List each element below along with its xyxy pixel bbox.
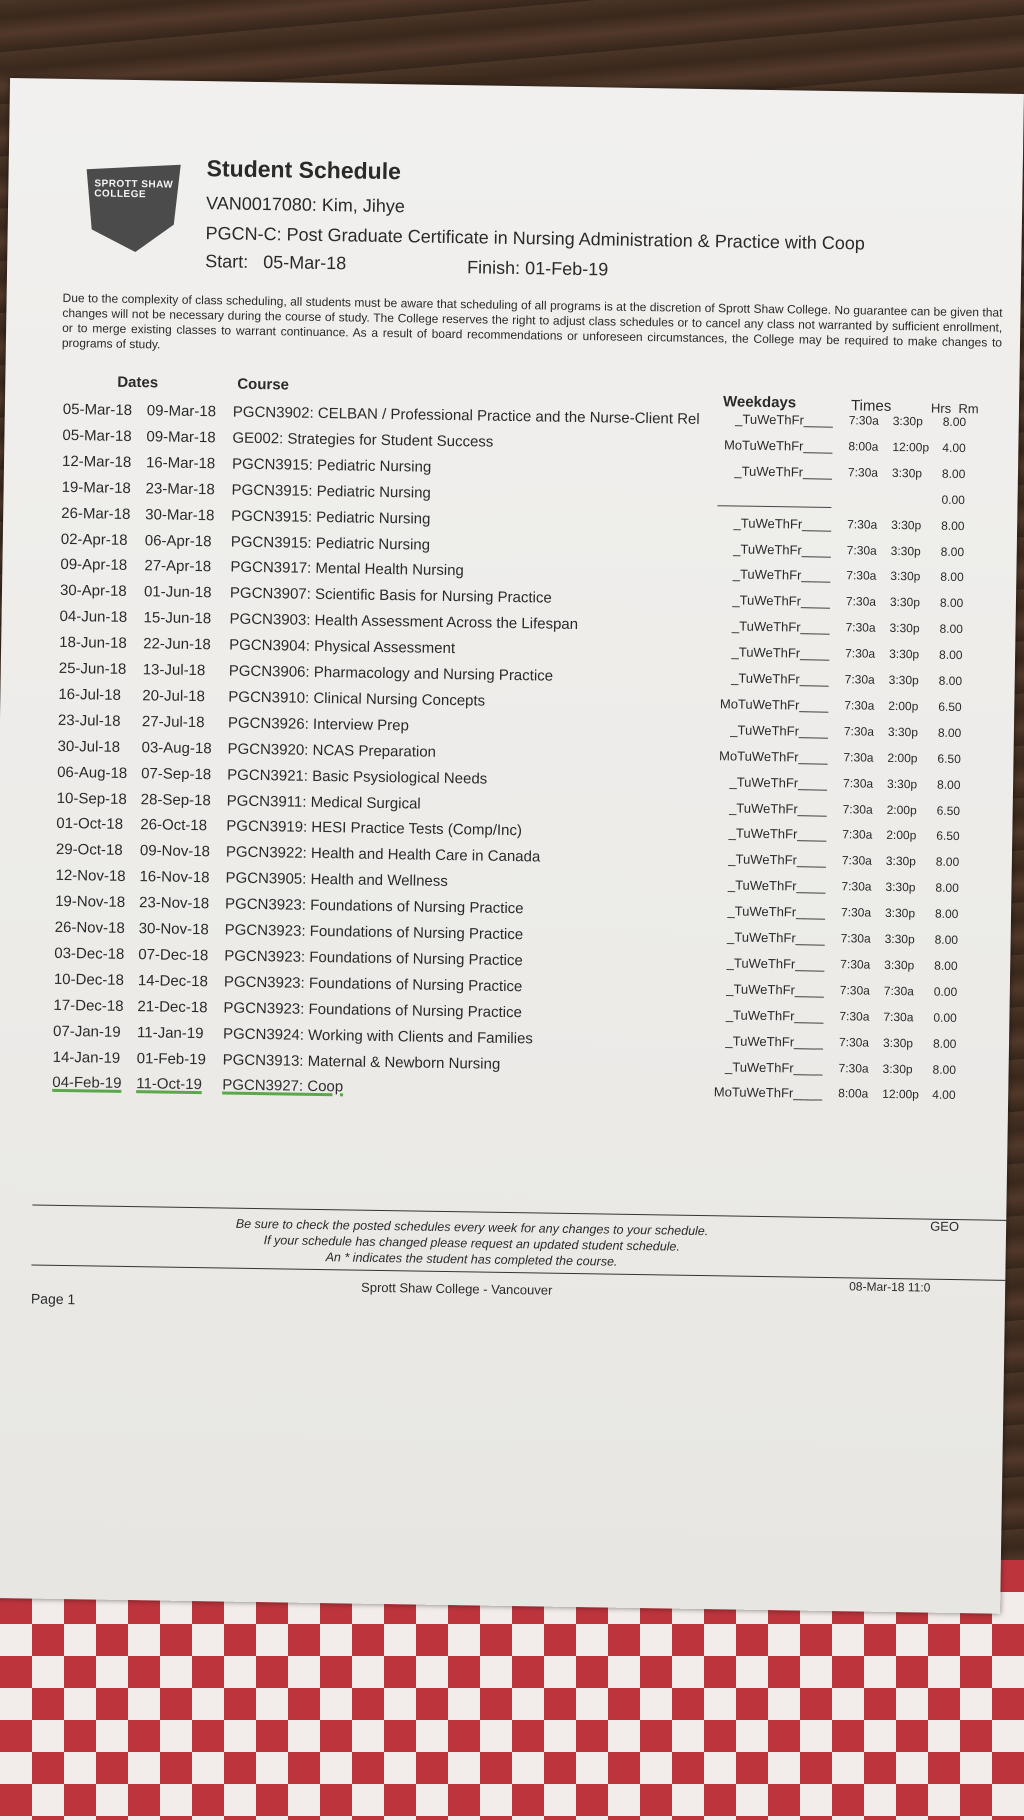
row-hours: 8.00: [934, 906, 959, 922]
row-hours: 8.00: [940, 544, 965, 559]
row-start-date: 09-Apr-18: [60, 556, 128, 575]
row-time-end: 3:30p: [884, 957, 915, 973]
row-end-date: 26-Oct-18: [140, 816, 208, 835]
row-course: PGCN3905: Health and Wellness: [225, 869, 448, 891]
row-time-end: 3:30p: [889, 621, 920, 636]
row-end-date: 16-Nov-18: [139, 868, 210, 887]
row-course: PGCN3904: Physical Assessment: [229, 636, 456, 658]
row-time-start: 7:30a: [839, 982, 870, 998]
row-weekdays: _TuWeThFr____: [734, 463, 833, 480]
row-hours: 8.00: [938, 673, 963, 689]
row-time-end: 3:30p: [891, 517, 922, 532]
row-time-end: 3:30p: [884, 931, 915, 947]
row-weekdays: _TuWeThFr____: [724, 1058, 823, 1076]
row-end-date: 07-Dec-18: [138, 946, 209, 965]
row-time-start: 7:30a: [838, 1060, 869, 1076]
row-time-end: 3:30p: [886, 776, 918, 791]
row-weekdays: _TuWeThFr____: [731, 618, 830, 636]
row-hours: 6.50: [938, 699, 962, 714]
row-course: PGCN3911: Medical Surgical: [226, 792, 421, 813]
row-start-date: 25-Jun-18: [58, 659, 127, 678]
row-end-date: 23-Mar-18: [145, 479, 215, 498]
logo-text: SPROTT SHAW COLLEGE: [94, 178, 174, 201]
row-hours: 8.00: [937, 725, 962, 740]
row-end-date: 23-Nov-18: [138, 894, 210, 913]
row-time-end: 3:30p: [882, 1035, 914, 1050]
row-start-date: 19-Nov-18: [55, 892, 126, 912]
row-weekdays: MoTuWeThFr____: [713, 1084, 823, 1102]
row-time-start: 7:30a: [840, 931, 871, 946]
row-hours: 0.00: [933, 984, 958, 999]
row-time-start: 7:30a: [842, 827, 873, 843]
row-time-end: 3:30p: [885, 854, 917, 869]
row-start-date: 17-Dec-18: [53, 996, 124, 1015]
row-time-end: 3:30p: [892, 413, 923, 429]
row-hours: 6.50: [936, 829, 960, 844]
row-course: PGCN3902: CELBAN / Professional Practice and the Nurse-Client Rel: [232, 403, 700, 428]
row-course: PGCN3915: Pediatric Nursing: [231, 507, 431, 528]
row-hours: 8.00: [939, 647, 963, 663]
row-time-start: 7:30a: [846, 542, 877, 558]
row-hours: 8.00: [939, 596, 964, 611]
row-start-date: 05-Mar-18: [62, 400, 133, 419]
row-hours: 8.00: [932, 1036, 957, 1051]
row-time-start: 7:30a: [842, 775, 874, 791]
row-time-start: 7:30a: [843, 724, 875, 739]
row-hours: 8.00: [935, 880, 959, 896]
program-name: PGCN-C: Post Graduate Certificate in Nursing Administration & Practice with Coop: [205, 223, 865, 254]
row-end-date: 27-Jul-18: [141, 712, 205, 731]
column-header-hrs-rm: Hrs Rm: [930, 400, 979, 417]
row-start-date: 02-Apr-18: [60, 530, 128, 549]
row-weekdays: _TuWeThFr____: [726, 955, 825, 972]
row-weekdays: _TuWeThFr____: [729, 799, 827, 817]
row-end-date: 22-Jun-18: [143, 635, 211, 654]
footer-note-line-3: An * indicates the student has completed the course.: [325, 1250, 618, 1269]
row-weekdays: _TuWeThFr____: [725, 1032, 824, 1050]
row-time-end: 3:30p: [891, 465, 923, 481]
row-time-end: 3:30p: [884, 905, 916, 921]
row-start-date: 10-Sep-18: [56, 789, 127, 808]
row-hours: 8.00: [941, 518, 965, 533]
row-course: PGCN3926: Interview Prep: [227, 714, 409, 735]
row-time-start: 7:30a: [848, 413, 879, 428]
row-weekdays: _TuWeThFr____: [727, 877, 826, 895]
footer-note-line-1: Be sure to check the posted schedules every week for any changes to your schedule.: [235, 1216, 709, 1239]
row-time-end: 3:30p: [888, 672, 919, 688]
column-header-weekdays: Weekdays: [722, 393, 797, 412]
row-start-date: 29-Oct-18: [55, 841, 123, 860]
row-end-date: 06-Apr-18: [144, 531, 212, 550]
row-time-end: 3:30p: [889, 647, 920, 662]
row-hours: 8.00: [940, 570, 964, 585]
row-start-date: 16-Jul-18: [58, 685, 122, 704]
row-weekdays: _TuWeThFr____: [732, 592, 831, 610]
row-time-end: 2:00p: [886, 802, 917, 817]
row-course: PGCN3913: Maternal & Newborn Nursing: [222, 1050, 501, 1073]
row-time-start: 8:00a: [838, 1086, 869, 1102]
row-hours: 6.50: [937, 751, 961, 766]
row-end-date: 11-Oct-19: [136, 1075, 202, 1094]
row-time-start: 7:30a: [847, 516, 878, 532]
row-course: GE002: Strategies for Student Success: [232, 429, 494, 451]
row-course: PGCN3919: HESI Practice Tests (Comp/Inc): [226, 817, 523, 840]
row-course: PGCN3917: Mental Health Nursing: [230, 558, 464, 580]
footer-college-name: Sprott Shaw College - Vancouver: [360, 1279, 553, 1298]
row-weekdays: _TuWeThFr____: [727, 903, 826, 921]
row-time-end: 3:30p: [887, 724, 919, 740]
row-start-date: 12-Nov-18: [55, 867, 126, 886]
row-end-date: 01-Feb-19: [136, 1049, 207, 1068]
row-time-end: 2:00p: [886, 828, 917, 843]
column-header-times: Times: [850, 397, 892, 415]
row-course: PGCN3915: Pediatric Nursing: [231, 481, 431, 502]
row-time-start: 7:30a: [840, 957, 871, 972]
row-end-date: 14-Dec-18: [137, 971, 209, 991]
row-course: PGCN3910: Clinical Nursing Concepts: [228, 688, 486, 710]
row-course: PGCN3906: Pharmacology and Nursing Practice: [228, 662, 554, 685]
row-end-date: 20-Jul-18: [142, 687, 206, 706]
row-hours: 8.00: [934, 958, 958, 973]
row-start-date: 04-Feb-19: [52, 1074, 122, 1093]
row-time-end: 3:30p: [890, 543, 921, 558]
document-title: Student Schedule: [206, 155, 402, 185]
schedule-document: [0, 78, 1024, 1614]
row-time-start: 7:30a: [842, 801, 873, 817]
row-weekdays: _TuWeThFr____: [735, 411, 833, 429]
row-weekdays: MoTuWeThFr____: [723, 437, 833, 454]
row-start-date: 12-Mar-18: [61, 452, 132, 471]
row-start-date: 18-Jun-18: [59, 633, 127, 653]
row-start-date: 14-Jan-19: [52, 1048, 121, 1067]
row-weekdays: _TuWeThFr____: [726, 929, 825, 946]
row-course: PGCN3923: Foundations of Nursing Practice: [223, 999, 523, 1021]
row-start-date: 26-Nov-18: [54, 918, 125, 937]
row-hours: 0.00: [941, 492, 966, 507]
row-time-end: 12:00p: [882, 1087, 920, 1102]
row-time-end: 3:30p: [885, 880, 916, 895]
row-end-date: 09-Mar-18: [146, 428, 216, 447]
row-time-end: 3:30p: [890, 569, 921, 584]
footer-note-line-2: If your schedule has changed please request an updated student schedule.: [263, 1233, 681, 1254]
row-end-date: 09-Nov-18: [139, 842, 211, 861]
row-time-end: 2:00p: [887, 750, 918, 766]
row-end-date: 28-Sep-18: [140, 790, 211, 809]
row-time-end: 2:00p: [888, 698, 919, 714]
row-time-start: 7:30a: [841, 853, 873, 868]
row-end-date: 13-Jul-18: [142, 661, 206, 680]
footer-note: [191, 1215, 752, 1272]
row-start-date: 03-Dec-18: [54, 944, 125, 963]
row-weekdays: _TuWeThFr____: [732, 566, 831, 584]
row-time-start: 7:30a: [845, 594, 877, 609]
row-weekdays: _TuWeThFr____: [731, 670, 829, 687]
row-weekdays: _TuWeThFr____: [725, 1007, 824, 1024]
column-header-dates: Dates: [117, 373, 159, 392]
row-start-date: 30-Jul-18: [57, 737, 121, 756]
row-weekdays: MoTuWeThFr____: [719, 696, 829, 713]
row-course: PGCN3903: Health Assessment Across the Lifespan: [229, 610, 579, 634]
row-time-start: 7:30a: [844, 672, 875, 687]
start-date: Start: 05-Mar-18: [205, 251, 347, 274]
row-time-start: 7:30a: [838, 1034, 870, 1050]
footer-rule-top: [32, 1205, 1006, 1221]
row-weekdays: _TuWeThFr____: [728, 825, 827, 843]
row-end-date: 01-Jun-18: [143, 583, 212, 602]
row-start-date: 07-Jan-19: [52, 1022, 121, 1041]
row-course: PGCN3923: Foundations of Nursing Practice: [224, 947, 523, 970]
row-time-start: 8:00a: [848, 439, 879, 454]
row-course: PGCN3927: Coop: [222, 1076, 344, 1096]
row-time-start: 7:30a: [839, 1008, 870, 1024]
row-end-date: 30-Mar-18: [145, 505, 215, 524]
row-weekdays: _TuWeThFr____: [731, 644, 830, 662]
row-time-start: 7:30a: [843, 749, 874, 765]
row-end-date: 27-Apr-18: [144, 557, 212, 576]
row-weekdays: _TuWeThFr____: [729, 774, 828, 791]
row-start-date: 01-Oct-18: [56, 815, 124, 834]
row-start-date: 26-Mar-18: [61, 504, 131, 523]
row-time-start: 7:30a: [847, 465, 879, 480]
row-end-date: 09-Mar-18: [146, 402, 217, 421]
row-start-date: 05-Mar-18: [62, 426, 132, 445]
row-time-start: 7:30a: [840, 905, 872, 920]
row-hours: 6.50: [936, 803, 961, 818]
row-time-start: 7:30a: [846, 568, 877, 584]
row-hours: 8.00: [942, 414, 967, 430]
row-course: PGCN3923: Foundations of Nursing Practice: [224, 921, 524, 944]
row-start-date: 19-Mar-18: [61, 478, 131, 497]
row-hours: 8.00: [935, 854, 960, 870]
row-time-end: 3:30p: [882, 1061, 913, 1076]
row-weekdays: _TuWeThFr____: [730, 722, 829, 739]
row-weekdays: _TuWeThFr____: [728, 851, 826, 869]
row-weekdays: _TuWeThFr____: [733, 540, 831, 558]
row-hours: 8.00: [936, 777, 961, 792]
row-time-start: 7:30a: [844, 698, 875, 713]
row-hours: 8.00: [941, 466, 966, 481]
row-start-date: 30-Apr-18: [59, 582, 127, 601]
row-time-end: 7:30a: [883, 1009, 914, 1025]
row-course: PGCN3924: Working with Clients and Families: [222, 1025, 534, 1047]
column-header-course: Course: [237, 375, 290, 394]
row-hours: 4.00: [942, 440, 966, 455]
row-hours: 0.00: [933, 1010, 957, 1025]
row-course: PGCN3920: NCAS Preparation: [227, 740, 437, 761]
row-end-date: 15-Jun-18: [143, 609, 212, 628]
logo-shield-icon: [77, 159, 188, 257]
row-time-end: 3:30p: [889, 595, 921, 610]
row-hours: 8.00: [939, 621, 963, 637]
row-hours: 8.00: [932, 1062, 957, 1077]
row-hours: 8.00: [934, 932, 959, 948]
page-number: Page 1: [30, 1290, 76, 1308]
row-course: PGCN3921: Basic Psysiological Needs: [227, 766, 488, 788]
row-course: PGCN3923: Foundations of Nursing Practice: [224, 895, 524, 918]
row-end-date: 21-Dec-18: [137, 997, 208, 1016]
row-time-start: 7:30a: [845, 646, 876, 661]
row-course: PGCN3915: Pediatric Nursing: [230, 533, 431, 554]
row-course: PGCN3915: Pediatric Nursing: [231, 455, 432, 476]
row-course: PGCN3923: Foundations of Nursing Practice: [223, 973, 523, 995]
row-end-date: 30-Nov-18: [138, 920, 209, 939]
row-end-date: 11-Jan-19: [136, 1023, 204, 1042]
row-time-start: 7:30a: [841, 879, 872, 894]
row-start-date: 06-Aug-18: [57, 763, 128, 782]
blank-weekdays-line: [717, 505, 831, 508]
row-hours: 4.00: [932, 1088, 956, 1103]
row-weekdays: _TuWeThFr____: [733, 515, 832, 532]
finish-date: Finish: 01-Feb-19: [466, 257, 609, 280]
row-start-date: 10-Dec-18: [53, 970, 125, 989]
footer-geo-code: GEO: [930, 1218, 960, 1235]
row-end-date: 16-Mar-18: [145, 454, 216, 473]
row-start-date: 04-Jun-18: [59, 608, 128, 627]
row-time-end: 12:00p: [892, 439, 930, 455]
row-time-start: 7:30a: [845, 620, 876, 635]
student-id-name: VAN0017080: Kim, Jihye: [205, 193, 406, 217]
footer-print-date: 08-Mar-18 11:0: [849, 1279, 931, 1295]
row-course: PGCN3907: Scientific Basis for Nursing Practice: [229, 584, 552, 607]
row-weekdays: _TuWeThFr____: [726, 981, 824, 998]
row-end-date: 07-Sep-18: [141, 764, 212, 783]
row-weekdays: MoTuWeThFr____: [719, 747, 828, 765]
row-end-date: 03-Aug-18: [141, 738, 212, 757]
row-time-end: 7:30a: [883, 983, 914, 999]
scheduling-disclaimer: Due to the complexity of class scheduling, all students must be aware that scheduling of all programs is at the discretion of Sprott Shaw College. No guarantee can be given that changes will not be necessary during the course of study. The College reserves the right to adjust class schedules or to cancel any class not warranted by sufficient enrollment, or to merge existing classes to warrant continuance. As a result of board recommendations or unforeseen circumstances, the College may be required to make changes to programs of study.: [61, 290, 1003, 352]
row-start-date: 23-Jul-18: [57, 711, 121, 730]
college-logo: [77, 159, 188, 257]
row-course: PGCN3922: Health and Health Care in Canada: [225, 843, 541, 866]
